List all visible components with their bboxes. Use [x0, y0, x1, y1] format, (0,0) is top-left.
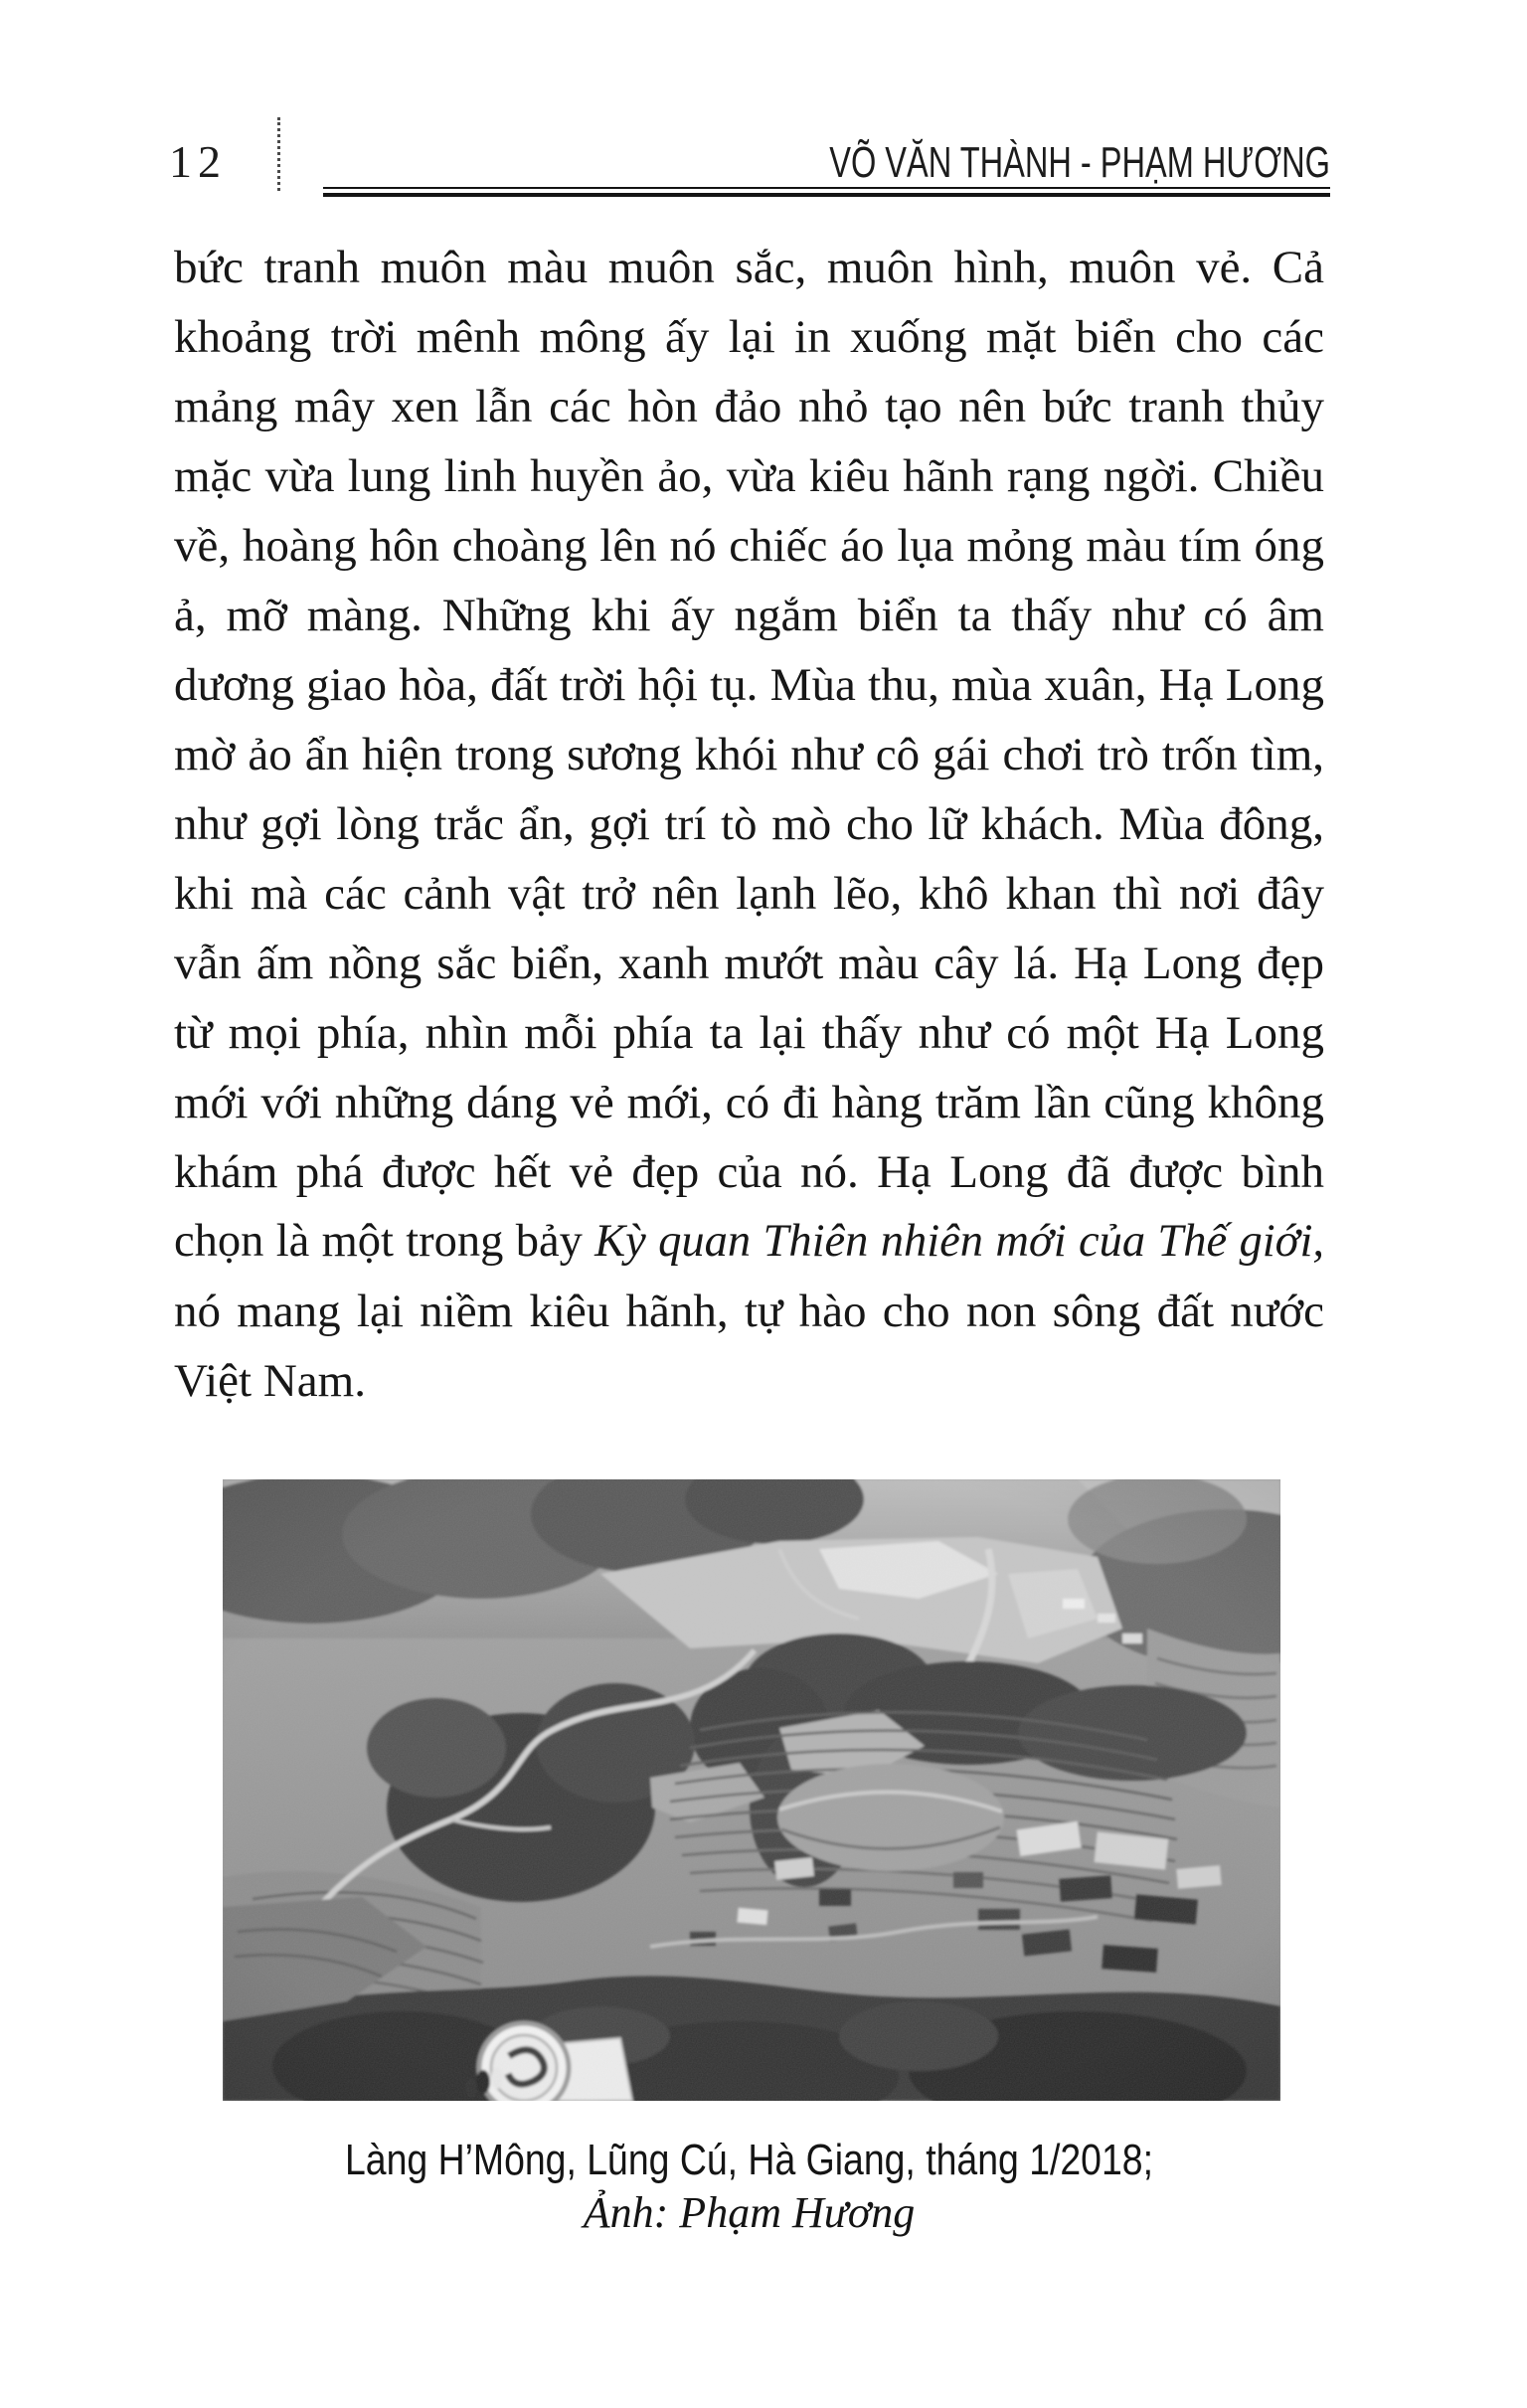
terraced-fields-illustration — [223, 1479, 1280, 2101]
line-italic-segment: Kỳ quan Thiên nhiên mới của Thế giới, — [594, 1216, 1324, 1267]
body-text-line: ả, mỡ màng. Những khi ấy ngắm biển ta thấy như có âm — [174, 590, 1324, 641]
body-text-line: mờ ảo ẩn hiện trong sương khói như cô gái chơi trò trốn tìm, — [174, 729, 1324, 780]
body-text-line: khám phá được hết vẻ đẹp của nó. Hạ Long đã được bình — [174, 1146, 1324, 1198]
running-header: VÕ VĂN THÀNH - PHẠM HƯƠNG — [829, 138, 1330, 187]
body-text-line: dương giao hòa, đất trời hội tụ. Mùa thu, mùa xuân, Hạ Long — [174, 659, 1324, 711]
body-text — [174, 233, 1324, 1416]
body-text-line: mặc vừa lung linh huyền ảo, vừa kiêu hãnh rạng ngời. Chiều — [174, 450, 1324, 502]
landscape-photo — [223, 1479, 1280, 2101]
figure-caption-line2: Ảnh: Phạm Hương — [583, 2188, 916, 2237]
body-text-line: nó mang lại niềm kiêu hãnh, tự hào cho non sông đất nước — [174, 1286, 1324, 1337]
body-text-line: bức tranh muôn màu muôn sắc, muôn hình, muôn vẻ. Cả — [174, 242, 1324, 293]
line-roman-segment: chọn là một trong bảy — [174, 1216, 583, 1267]
body-text-line-mixed — [174, 1207, 1324, 1277]
figure-caption-line1: Làng H’Mông, Lũng Cú, Hà Giang, tháng 1/2018; — [345, 2136, 1153, 2184]
body-text-line: về, hoàng hôn choàng lên nó chiếc áo lụa mỏng màu tím óng — [174, 520, 1324, 572]
header-divider-line — [277, 117, 280, 191]
body-text-line: mảng mây xen lẫn các hòn đảo nhỏ tạo nên bức tranh thủy — [174, 381, 1324, 432]
body-text-line: khoảng trời mênh mông ấy lại in xuống mặt biển cho các — [174, 311, 1324, 363]
body-text-line: Việt Nam. — [174, 1355, 366, 1407]
page-number: 12 — [169, 136, 227, 187]
body-text-line: từ mọi phía, nhìn mỗi phía ta lại thấy như có một Hạ Long — [174, 1007, 1324, 1059]
body-text-line: vẫn ấm nồng sắc biển, xanh mướt màu cây lá. Hạ Long đẹp — [174, 938, 1324, 989]
header-rule — [323, 187, 1330, 197]
body-text-line: khi mà các cảnh vật trở nên lạnh lẽo, khô khan thì nơi đây — [174, 868, 1324, 920]
body-text-line: mới với những dáng vẻ mới, có đi hàng trăm lần cũng không — [174, 1077, 1324, 1128]
body-text-line: như gợi lòng trắc ẩn, gợi trí tò mò cho lữ khách. Mùa đông, — [174, 798, 1324, 850]
